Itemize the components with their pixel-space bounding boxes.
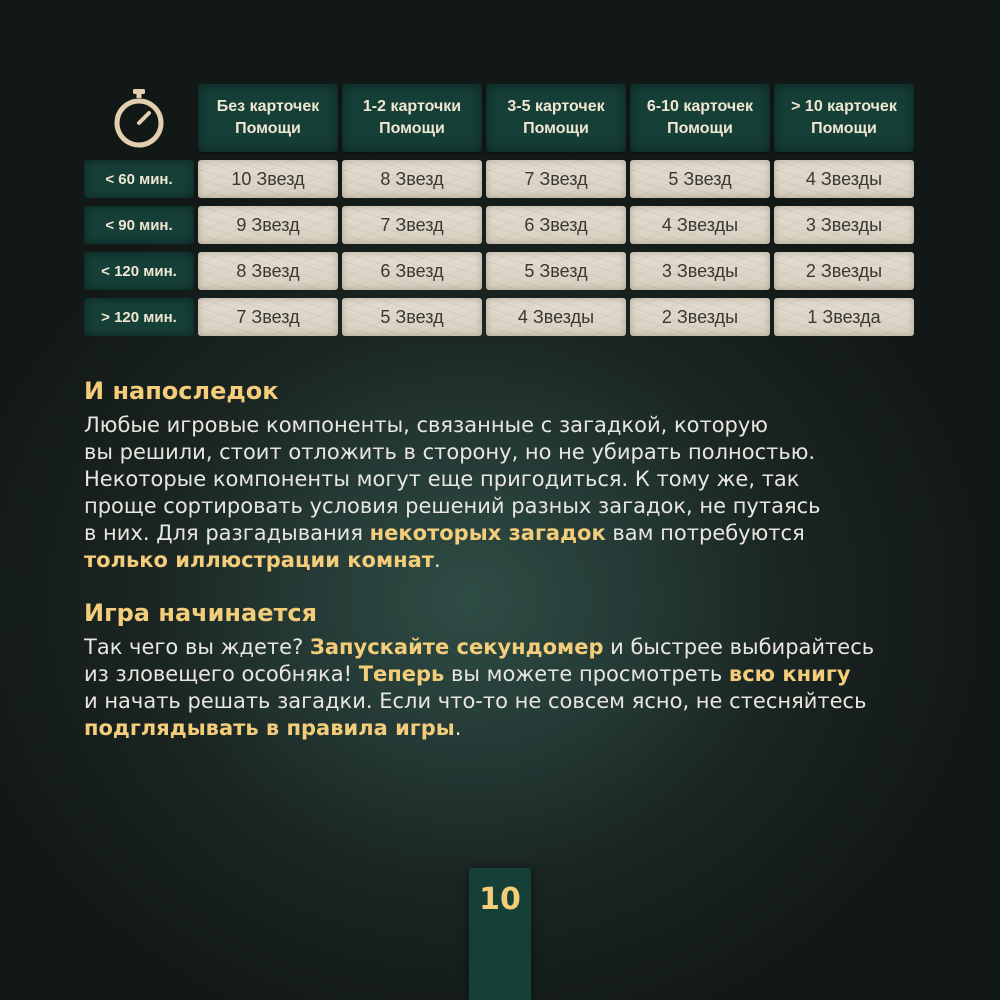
body-text: . — [433, 548, 441, 572]
text-line — [84, 715, 924, 742]
scoring-table — [84, 84, 914, 336]
body-text: в них. Для разгадывания — [84, 521, 370, 545]
table-cell: 5 Звезд — [486, 252, 626, 290]
table-cell: 2 Звезды — [630, 298, 770, 336]
body-text: Некоторые компоненты могут еще пригодиться. К тому же, так — [84, 467, 800, 491]
table-cell: 3 Звезды — [774, 206, 914, 244]
table-cell: 7 Звезд — [198, 298, 338, 336]
column-header: Без карточек Помощи — [198, 84, 338, 152]
row-label: < 120 мин. — [84, 252, 194, 290]
text-line — [84, 520, 924, 547]
table-corner — [84, 84, 194, 152]
row-label: > 120 мин. — [84, 298, 194, 336]
column-header: 6-10 карточек Помощи — [630, 84, 770, 152]
stopwatch-icon — [109, 86, 169, 150]
column-header: 1-2 карточки Помощи — [342, 84, 482, 152]
table-cell: 8 Звезд — [342, 160, 482, 198]
table-cell: 7 Звезд — [486, 160, 626, 198]
body-text: проще сортировать условия решений разных загадок, не путаясь — [84, 494, 821, 518]
highlighted-text: Теперь — [358, 662, 445, 686]
table-cell: 10 Звезд — [198, 160, 338, 198]
section-body — [84, 412, 924, 574]
body-text: . — [454, 716, 462, 740]
section-game-begins — [84, 598, 924, 742]
row-label: < 60 мин. — [84, 160, 194, 198]
table-cell: 4 Звезды — [486, 298, 626, 336]
highlighted-text: всю книгу — [728, 662, 851, 686]
column-header: > 10 карточек Помощи — [774, 84, 914, 152]
body-text: вы можете просмотреть — [444, 662, 729, 686]
body-text: из зловещего особняка! — [84, 662, 359, 686]
highlighted-text: подглядывать в правила игры — [84, 716, 455, 740]
highlighted-text: только иллюстрации комнат — [84, 548, 434, 572]
table-cell: 1 Звезда — [774, 298, 914, 336]
body-text: Любые игровые компоненты, связанные с загадкой, которую — [84, 413, 768, 437]
page-number: 10 — [479, 882, 521, 917]
text-line — [84, 661, 924, 688]
table-cell: 8 Звезд — [198, 252, 338, 290]
body-text: и начать решать загадки. Если что-то не совсем ясно, не стесняйтесь — [84, 689, 867, 713]
text-line — [84, 439, 924, 466]
table-cell: 3 Звезды — [630, 252, 770, 290]
page-number-tab — [469, 868, 531, 1000]
table-cell: 5 Звезд — [342, 298, 482, 336]
section-body — [84, 634, 924, 742]
section-finally — [84, 376, 924, 574]
table-cell: 6 Звезд — [486, 206, 626, 244]
table-cell: 5 Звезд — [630, 160, 770, 198]
body-text: и быстрее выбирайтесь — [603, 635, 875, 659]
text-line — [84, 466, 924, 493]
text-line — [84, 412, 924, 439]
body-text: Так чего вы ждете? — [84, 635, 310, 659]
highlighted-text: некоторых загадок — [369, 521, 606, 545]
text-line — [84, 547, 924, 574]
text-line — [84, 493, 924, 520]
column-header: 3-5 карточек Помощи — [486, 84, 626, 152]
text-line — [84, 688, 924, 715]
text-line — [84, 634, 924, 661]
table-cell: 4 Звезды — [630, 206, 770, 244]
table-cell: 7 Звезд — [342, 206, 482, 244]
table-cell: 6 Звезд — [342, 252, 482, 290]
table-cell: 2 Звезды — [774, 252, 914, 290]
row-label: < 90 мин. — [84, 206, 194, 244]
section-heading: И напоследок — [84, 377, 279, 405]
highlighted-text: Запускайте секундомер — [309, 635, 604, 659]
table-cell: 9 Звезд — [198, 206, 338, 244]
section-heading: Игра начинается — [84, 599, 318, 627]
table-cell: 4 Звезды — [774, 160, 914, 198]
body-text: вам потребуются — [605, 521, 805, 545]
body-text: вы решили, стоит отложить в сторону, но не убирать полностью. — [84, 440, 816, 464]
